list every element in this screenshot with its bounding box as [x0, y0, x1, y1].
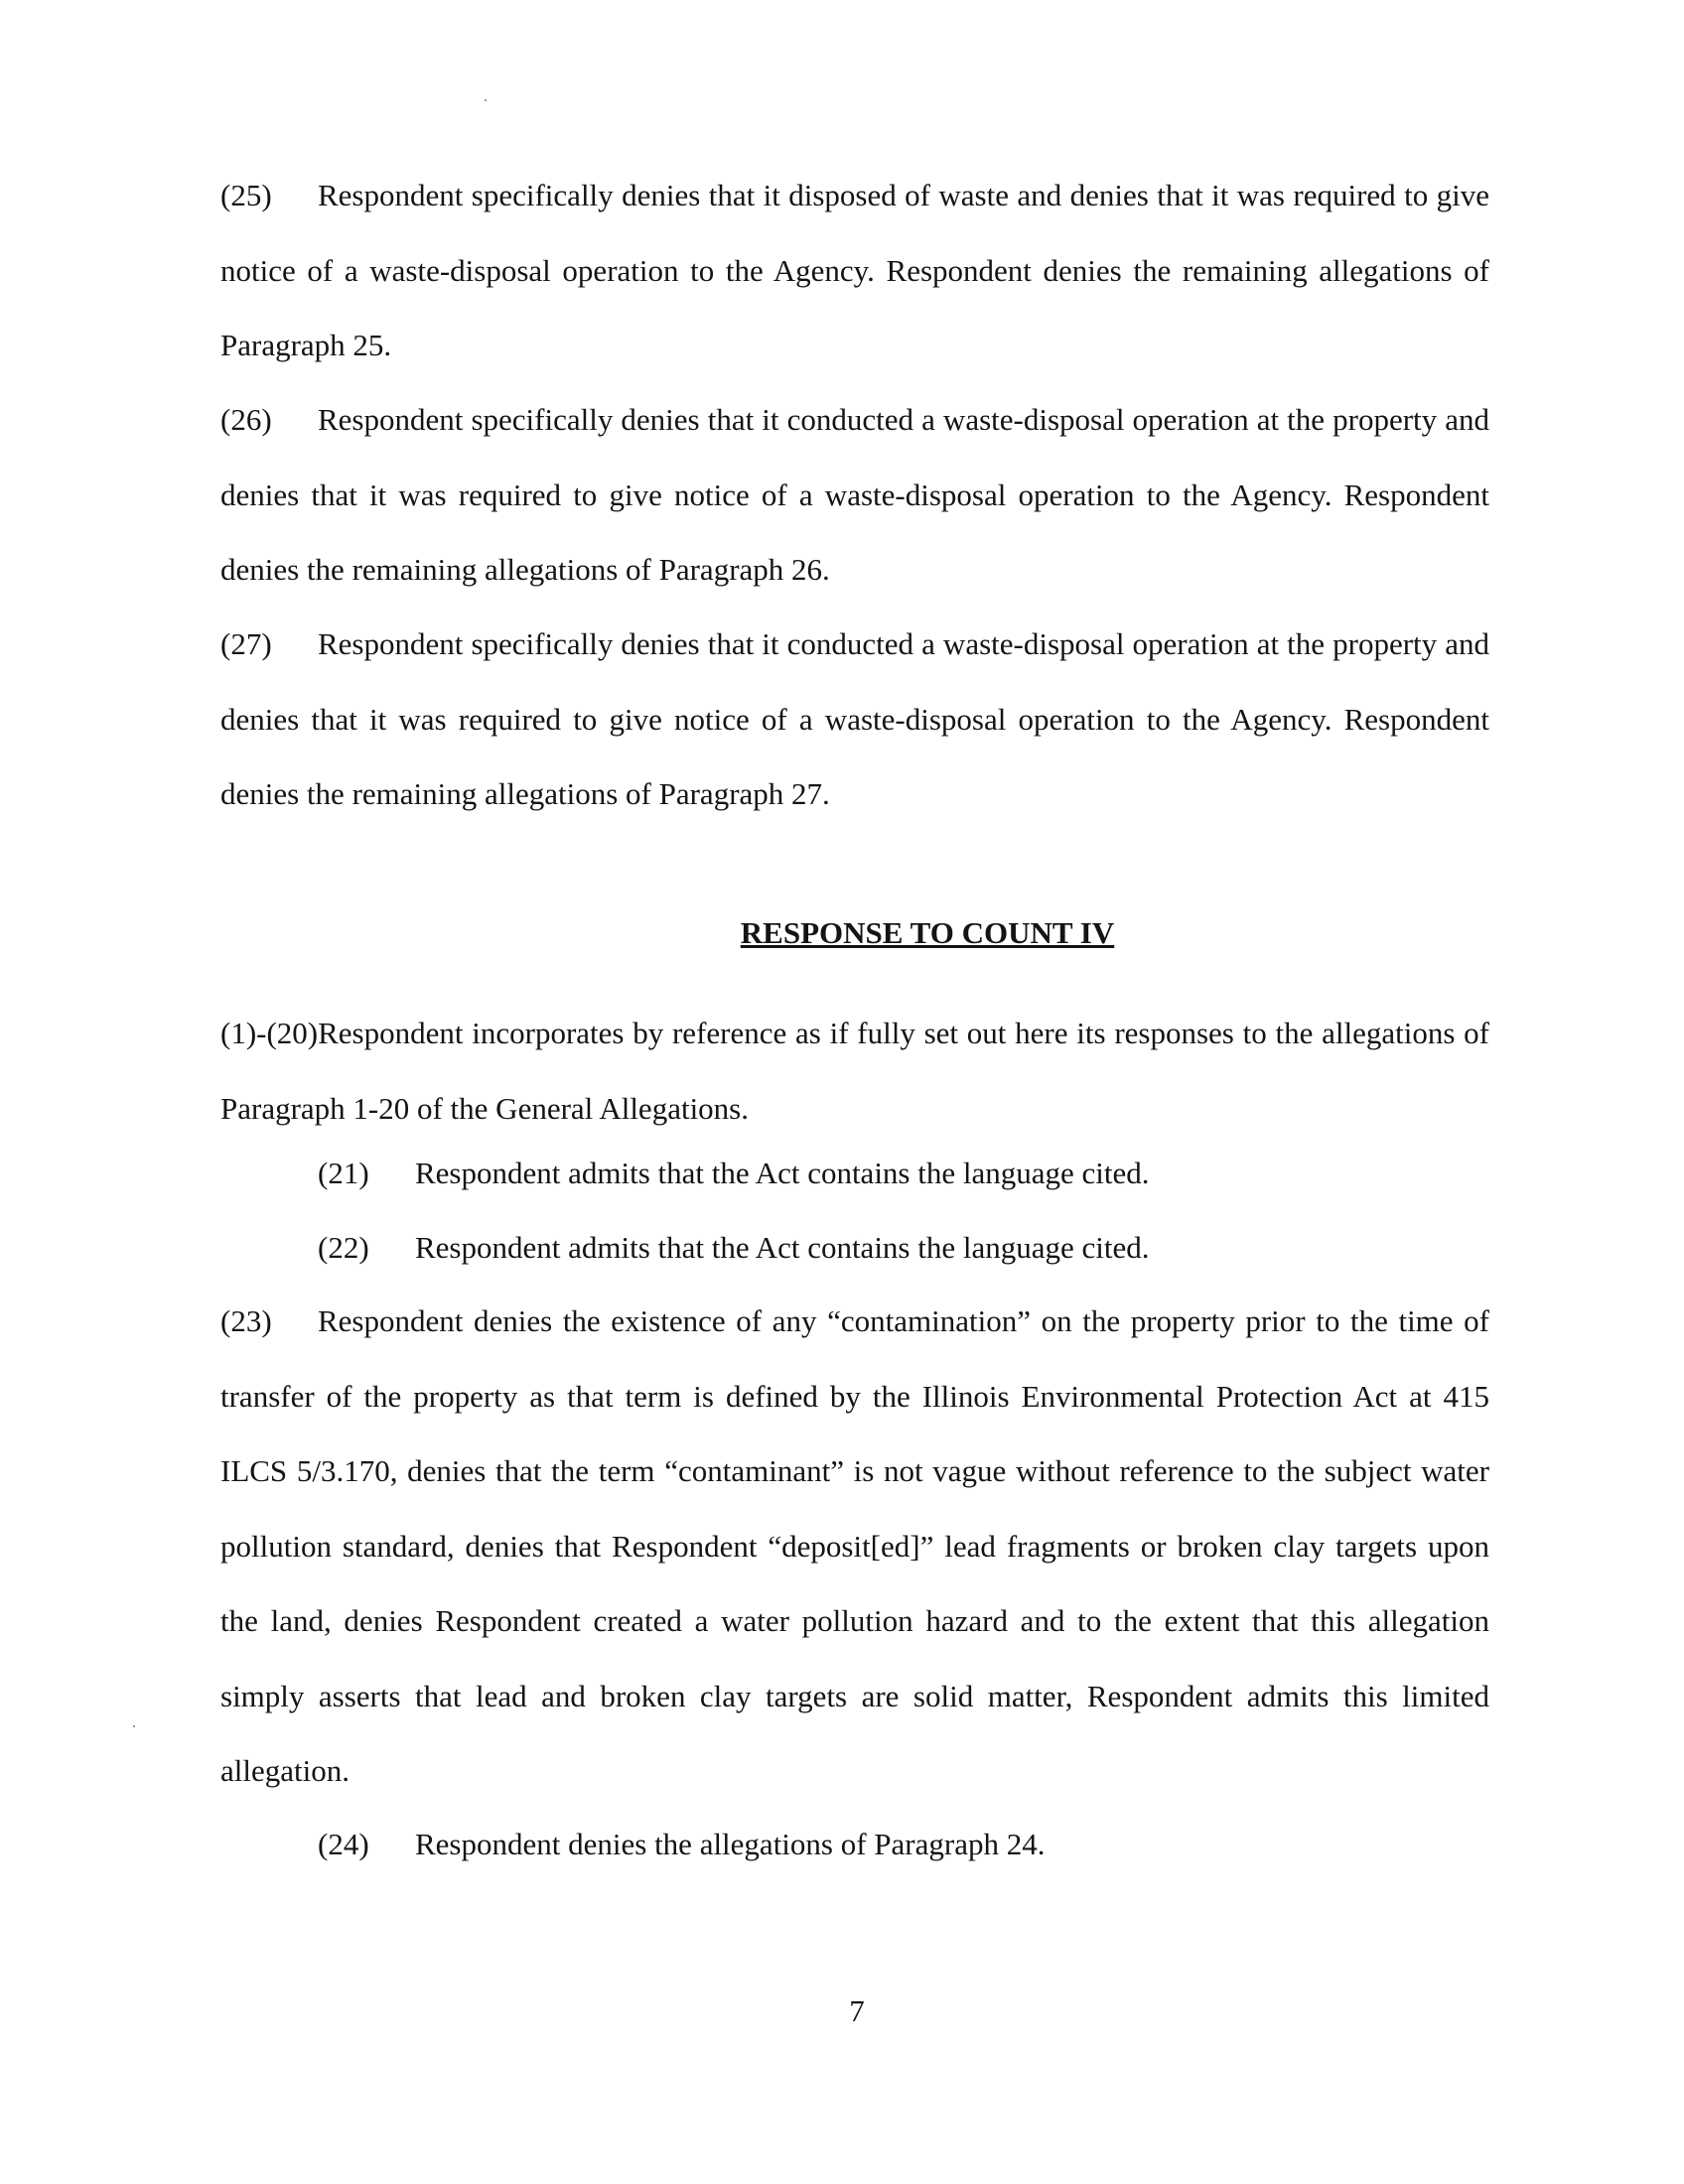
paragraph-number: (23) — [220, 1303, 272, 1338]
paragraph-text: Respondent denies the existence of any “contamination” on the property prior to the time of transfer of the property as that term is defined by the Illinois Environmental Protection Act at 415 ILCS 5/3.170, denies that the term “contaminant” is not vague without reference to the subject water pollution standard, denies that Respondent “deposit[ed]” lead fragments or broken clay targets upon the land, denies Respondent created a water pollution hazard and to the extent that this allegation simply asserts that lead and broken clay targets are solid matter, Respondent admits this limited allegation. — [220, 1303, 1489, 1788]
paragraph-number: (27) — [220, 626, 272, 661]
paragraph-26 — [220, 382, 1489, 608]
page-number: 7 — [849, 1993, 865, 2028]
paragraph-number: (26) — [220, 402, 272, 437]
paragraph-23 — [220, 1284, 1489, 1809]
paragraph-text: Respondent specifically denies that it disposed of waste and denies that it was required to give notice of a waste-disposal operation to the Agency. Respondent denies the remaining allegations of Paragraph 25. — [220, 178, 1489, 362]
paragraph-text: Respondent specifically denies that it conducted a waste-disposal operation at the property and denies that it was required to give notice of a waste-disposal operation to the Agency. Respondent denies the remaining allegations of Paragraph 27. — [220, 626, 1489, 811]
paragraph-text: Respondent specifically denies that it conducted a waste-disposal operation at the property and denies that it was required to give notice of a waste-disposal operation to the Agency. Respondent denies the remaining allegations of Paragraph 26. — [220, 402, 1489, 587]
paragraph-number: (25) — [220, 178, 272, 212]
paragraph-27 — [220, 607, 1489, 832]
section-heading: RESPONSE TO COUNT IV — [740, 915, 1115, 950]
scan-speck — [133, 1725, 135, 1727]
paragraph-text: Respondent incorporates by reference as if fully set out here its responses to the allegations of Paragraph 1-20 of the General Allegations. — [220, 1016, 1489, 1126]
paragraph-text: Respondent denies the allegations of Paragraph 24. — [415, 1827, 1046, 1861]
paragraph-number: (21) — [318, 1156, 369, 1190]
paragraph-21 — [318, 1154, 1150, 1193]
paragraph-22 — [318, 1228, 1150, 1268]
scan-speck — [485, 99, 487, 101]
paragraph-25 — [220, 158, 1489, 383]
paragraph-text: Respondent admits that the Act contains the language cited. — [415, 1230, 1150, 1265]
paragraph-number: (1)-(20) — [220, 1016, 319, 1050]
paragraph-text: Respondent admits that the Act contains the language cited. — [415, 1156, 1150, 1190]
paragraph-number: (24) — [318, 1827, 369, 1861]
paragraph-24 — [318, 1825, 1045, 1864]
paragraph-1-20 — [220, 996, 1489, 1146]
paragraph-number: (22) — [318, 1230, 369, 1265]
